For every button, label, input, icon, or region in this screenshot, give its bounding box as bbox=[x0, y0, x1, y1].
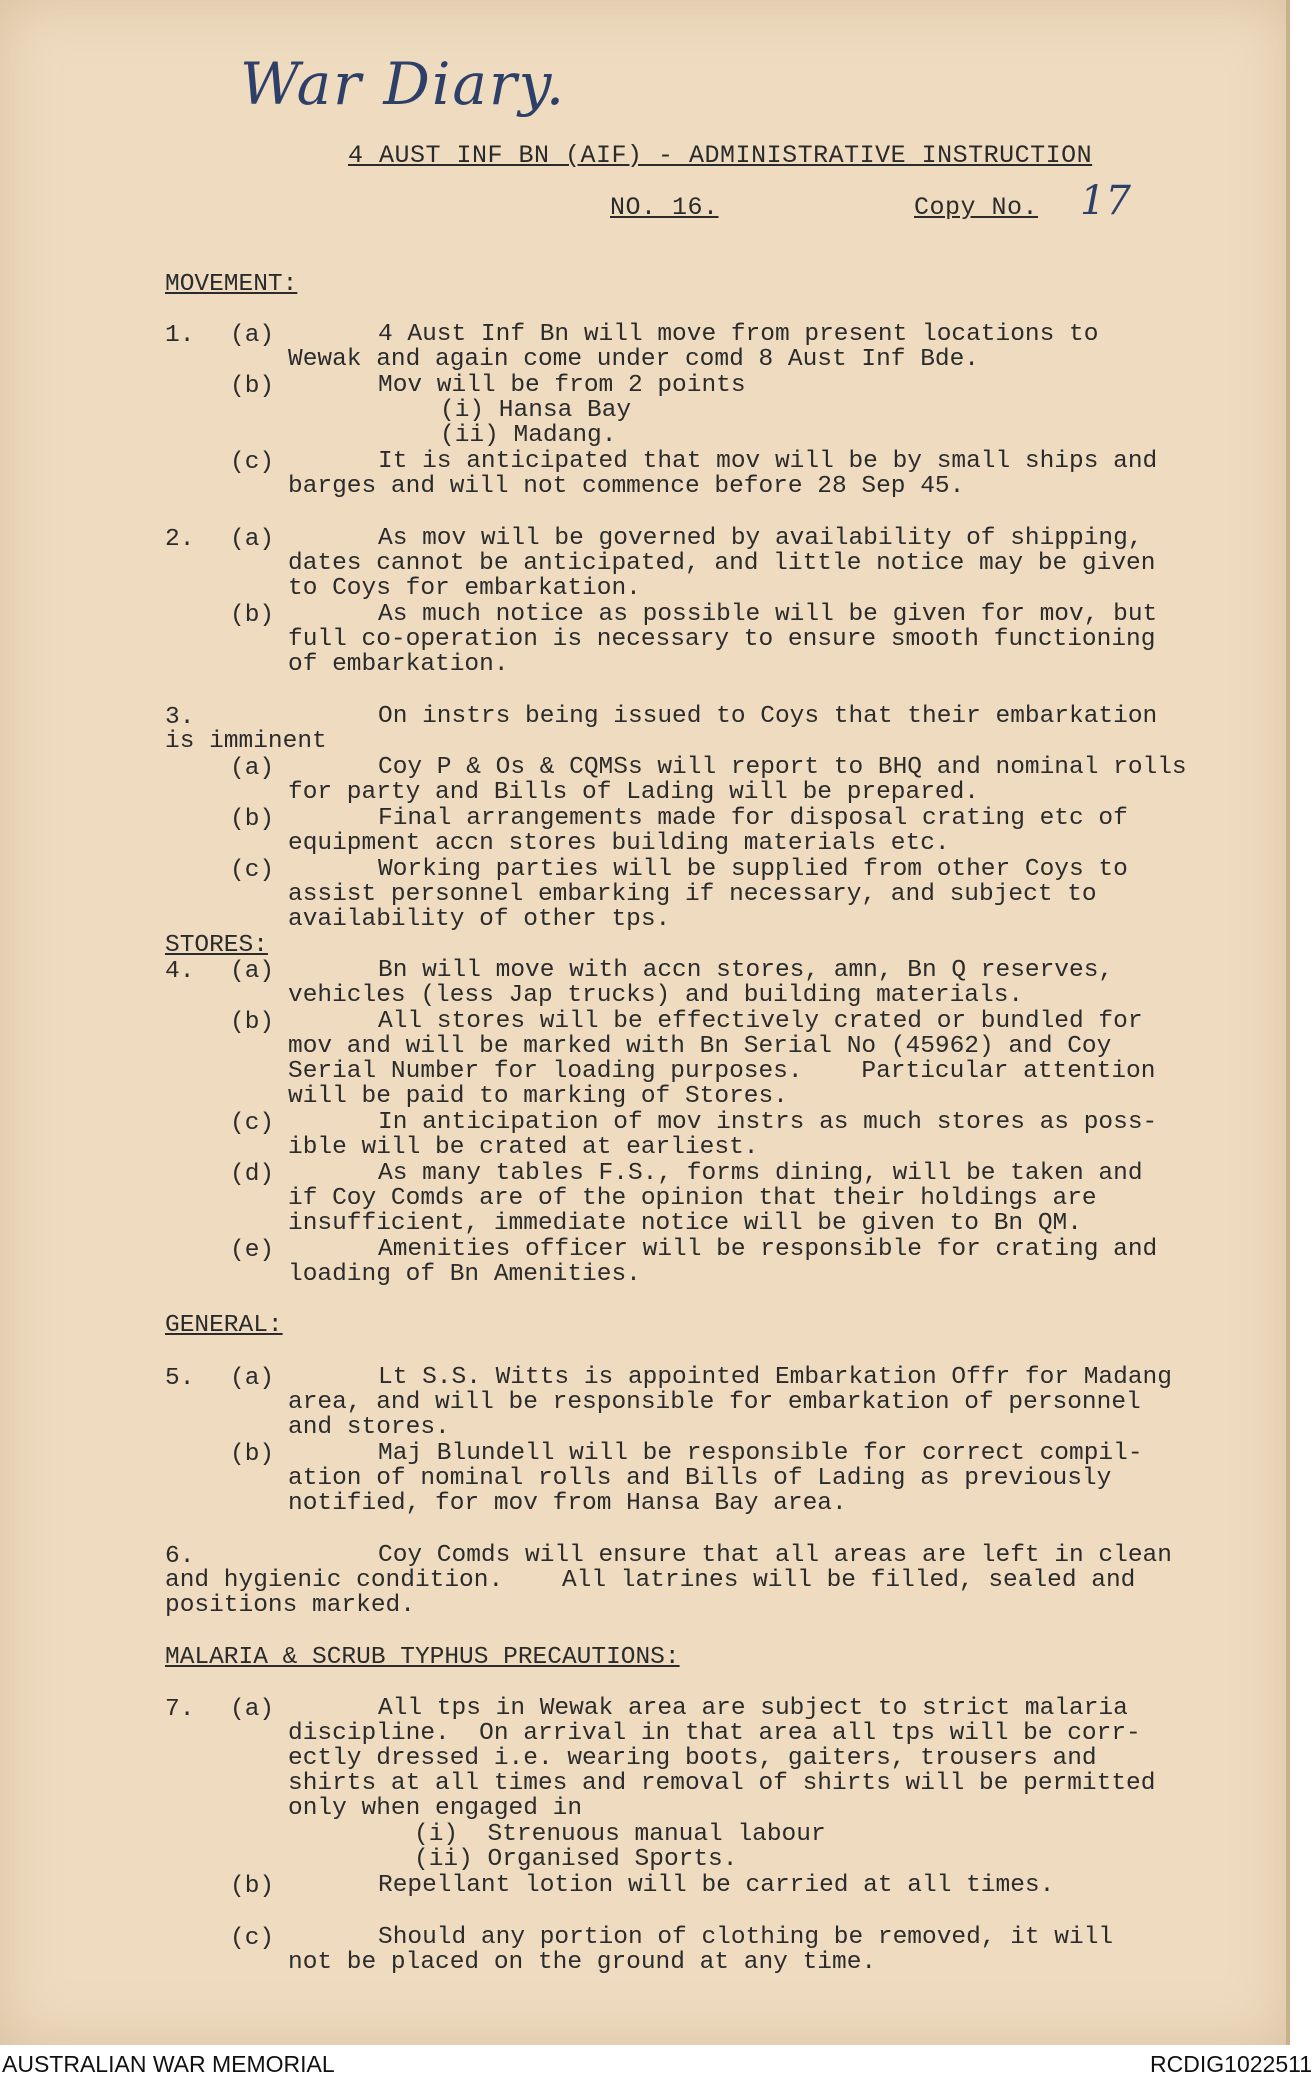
para-4b-line: Serial Number for loading purposes. Particular attention bbox=[288, 1058, 1156, 1085]
para-3a-label: (a) bbox=[230, 755, 275, 782]
para-4d-line: As many tables F.S., forms dining, will be taken and bbox=[378, 1160, 1143, 1187]
para-4b-line: will be paid to marking of Stores. bbox=[288, 1083, 788, 1110]
para-4b-line: All stores will be effectively crated or bundled for bbox=[378, 1008, 1143, 1035]
para-2a-line: dates cannot be anticipated, and little notice may be given bbox=[288, 550, 1156, 577]
para-2-number: 2. bbox=[165, 526, 195, 553]
para-7-number: 7. bbox=[165, 1696, 195, 1723]
paper-edge bbox=[1286, 0, 1290, 2045]
para-4-number: 4. bbox=[165, 958, 195, 985]
section-stores: STORES: bbox=[165, 932, 268, 959]
para-1c-line: It is anticipated that mov will be by small ships and bbox=[378, 448, 1158, 475]
para-7a-item: (i) Strenuous manual labour bbox=[414, 1821, 826, 1848]
para-3b-line: Final arrangements made for disposal crating etc of bbox=[378, 805, 1128, 832]
para-5b-label: (b) bbox=[230, 1441, 275, 1468]
para-4e-line: Amenities officer will be responsible for crating and bbox=[378, 1236, 1158, 1263]
para-1-number: 1. bbox=[165, 322, 195, 349]
section-general: GENERAL: bbox=[165, 1312, 283, 1339]
para-6-line: Coy Comds will ensure that all areas are left in clean bbox=[378, 1542, 1172, 1569]
para-7a-line: All tps in Wewak area are subject to strict malaria bbox=[378, 1695, 1128, 1722]
section-malaria: MALARIA & SCRUB TYPHUS PRECAUTIONS: bbox=[165, 1644, 680, 1671]
para-2a-line: As mov will be governed by availability of shipping, bbox=[378, 525, 1143, 552]
para-2a-label: (a) bbox=[230, 526, 275, 553]
para-7a-item: (ii) Organised Sports. bbox=[414, 1846, 738, 1873]
para-7c-line: Should any portion of clothing be removed, it will bbox=[378, 1924, 1114, 1951]
para-7c-line: not be placed on the ground at any time. bbox=[288, 1949, 877, 1976]
para-1b-item: (ii) Madang. bbox=[440, 422, 617, 449]
para-5b-line: Maj Blundell will be responsible for correct compil- bbox=[378, 1440, 1143, 1467]
para-1b-label: (b) bbox=[230, 373, 275, 400]
para-4d-line: if Coy Comds are of the opinion that their holdings are bbox=[288, 1185, 1097, 1212]
para-4a-line: Bn will move with accn stores, amn, Bn Q reserves, bbox=[378, 957, 1114, 984]
para-4e-line: loading of Bn Amenities. bbox=[288, 1261, 641, 1288]
document-heading: 4 AUST INF BN (AIF) - ADMINISTRATIVE INSTRUCTION bbox=[348, 141, 1093, 170]
para-3b-label: (b) bbox=[230, 806, 275, 833]
para-3-number: 3. bbox=[165, 704, 195, 731]
copy-number: 17 bbox=[1080, 178, 1131, 224]
para-3c-line: Working parties will be supplied from other Coys to bbox=[378, 856, 1128, 883]
copy-label: Copy No. bbox=[914, 193, 1039, 222]
para-4e-label: (e) bbox=[230, 1237, 275, 1264]
para-7c-label: (c) bbox=[230, 1925, 275, 1952]
para-1a-line: Wewak and again come under comd 8 Aust Inf Bde. bbox=[288, 346, 980, 373]
para-3a-line: for party and Bills of Lading will be prepared. bbox=[288, 779, 980, 806]
para-5b-line: ation of nominal rolls and Bills of Lading as previously bbox=[288, 1465, 1112, 1492]
para-5a-line: and stores. bbox=[288, 1414, 450, 1441]
para-1c-label: (c) bbox=[230, 449, 275, 476]
para-3a-line: Coy P & Os & CQMSs will report to BHQ and nominal rolls bbox=[378, 754, 1187, 781]
footer-source: AUSTRALIAN WAR MEMORIAL bbox=[2, 2051, 335, 2077]
para-6-line: positions marked. bbox=[165, 1592, 415, 1619]
para-7a-line: only when engaged in bbox=[288, 1795, 583, 1822]
para-3c-line: availability of other tps. bbox=[288, 906, 671, 933]
para-1a-line: 4 Aust Inf Bn will move from present locations to bbox=[378, 321, 1099, 348]
para-4d-line: insufficient, immediate notice will be given to Bn QM. bbox=[288, 1210, 1082, 1237]
para-3b-line: equipment accn stores building materials etc. bbox=[288, 830, 950, 857]
para-6-line: and hygienic condition. All latrines will be filled, sealed and bbox=[165, 1567, 1136, 1594]
para-1c-line: barges and will not commence before 28 Sep 45. bbox=[288, 473, 965, 500]
para-7b-line: Repellant lotion will be carried at all times. bbox=[378, 1872, 1055, 1899]
para-4a-line: vehicles (less Jap trucks) and building materials. bbox=[288, 982, 1024, 1009]
para-1a-label: (a) bbox=[230, 322, 275, 349]
para-1b-line: Mov will be from 2 points bbox=[378, 372, 746, 399]
para-5a-line: Lt S.S. Witts is appointed Embarkation Offr for Madang bbox=[378, 1364, 1172, 1391]
para-2b-line: of embarkation. bbox=[288, 651, 509, 678]
para-2b-line: As much notice as possible will be given for mov, but bbox=[378, 601, 1158, 628]
para-7a-line: ectly dressed i.e. wearing boots, gaiters, trousers and bbox=[288, 1745, 1097, 1772]
para-3-line: is imminent bbox=[165, 728, 327, 755]
para-4c-label: (c) bbox=[230, 1110, 275, 1137]
para-5-number: 5. bbox=[165, 1365, 195, 1392]
para-7b-label: (b) bbox=[230, 1873, 275, 1900]
instruction-number: NO. 16. bbox=[610, 193, 719, 222]
para-7a-label: (a) bbox=[230, 1696, 275, 1723]
para-4b-line: mov and will be marked with Bn Serial No (45962) and Coy bbox=[288, 1033, 1112, 1060]
handwritten-title: War Diary. bbox=[240, 50, 567, 118]
para-4d-label: (d) bbox=[230, 1161, 275, 1188]
para-5a-label: (a) bbox=[230, 1365, 275, 1392]
para-4c-line: In anticipation of mov instrs as much stores as poss- bbox=[378, 1109, 1158, 1136]
para-6-number: 6. bbox=[165, 1543, 195, 1570]
para-2b-label: (b) bbox=[230, 602, 275, 629]
para-4c-line: ible will be crated at earliest. bbox=[288, 1134, 759, 1161]
section-movement: MOVEMENT: bbox=[165, 271, 298, 298]
para-4b-label: (b) bbox=[230, 1009, 275, 1036]
para-7a-line: discipline. On arrival in that area all tps will be corr- bbox=[288, 1720, 1141, 1747]
para-2b-line: full co-operation is necessary to ensure smooth functioning bbox=[288, 626, 1156, 653]
para-1b-item: (i) Hansa Bay bbox=[440, 397, 632, 424]
para-4a-label: (a) bbox=[230, 958, 275, 985]
para-7a-line: shirts at all times and removal of shirts will be permitted bbox=[288, 1770, 1156, 1797]
para-5b-line: notified, for mov from Hansa Bay area. bbox=[288, 1490, 847, 1517]
para-3-line: On instrs being issued to Coys that their embarkation bbox=[378, 703, 1158, 730]
para-2a-line: to Coys for embarkation. bbox=[288, 575, 641, 602]
para-3c-label: (c) bbox=[230, 857, 275, 884]
para-3c-line: assist personnel embarking if necessary, and subject to bbox=[288, 881, 1097, 908]
footer-id: RCDIG1022511 bbox=[1150, 2051, 1312, 2077]
para-5a-line: area, and will be responsible for embarkation of personnel bbox=[288, 1389, 1141, 1416]
